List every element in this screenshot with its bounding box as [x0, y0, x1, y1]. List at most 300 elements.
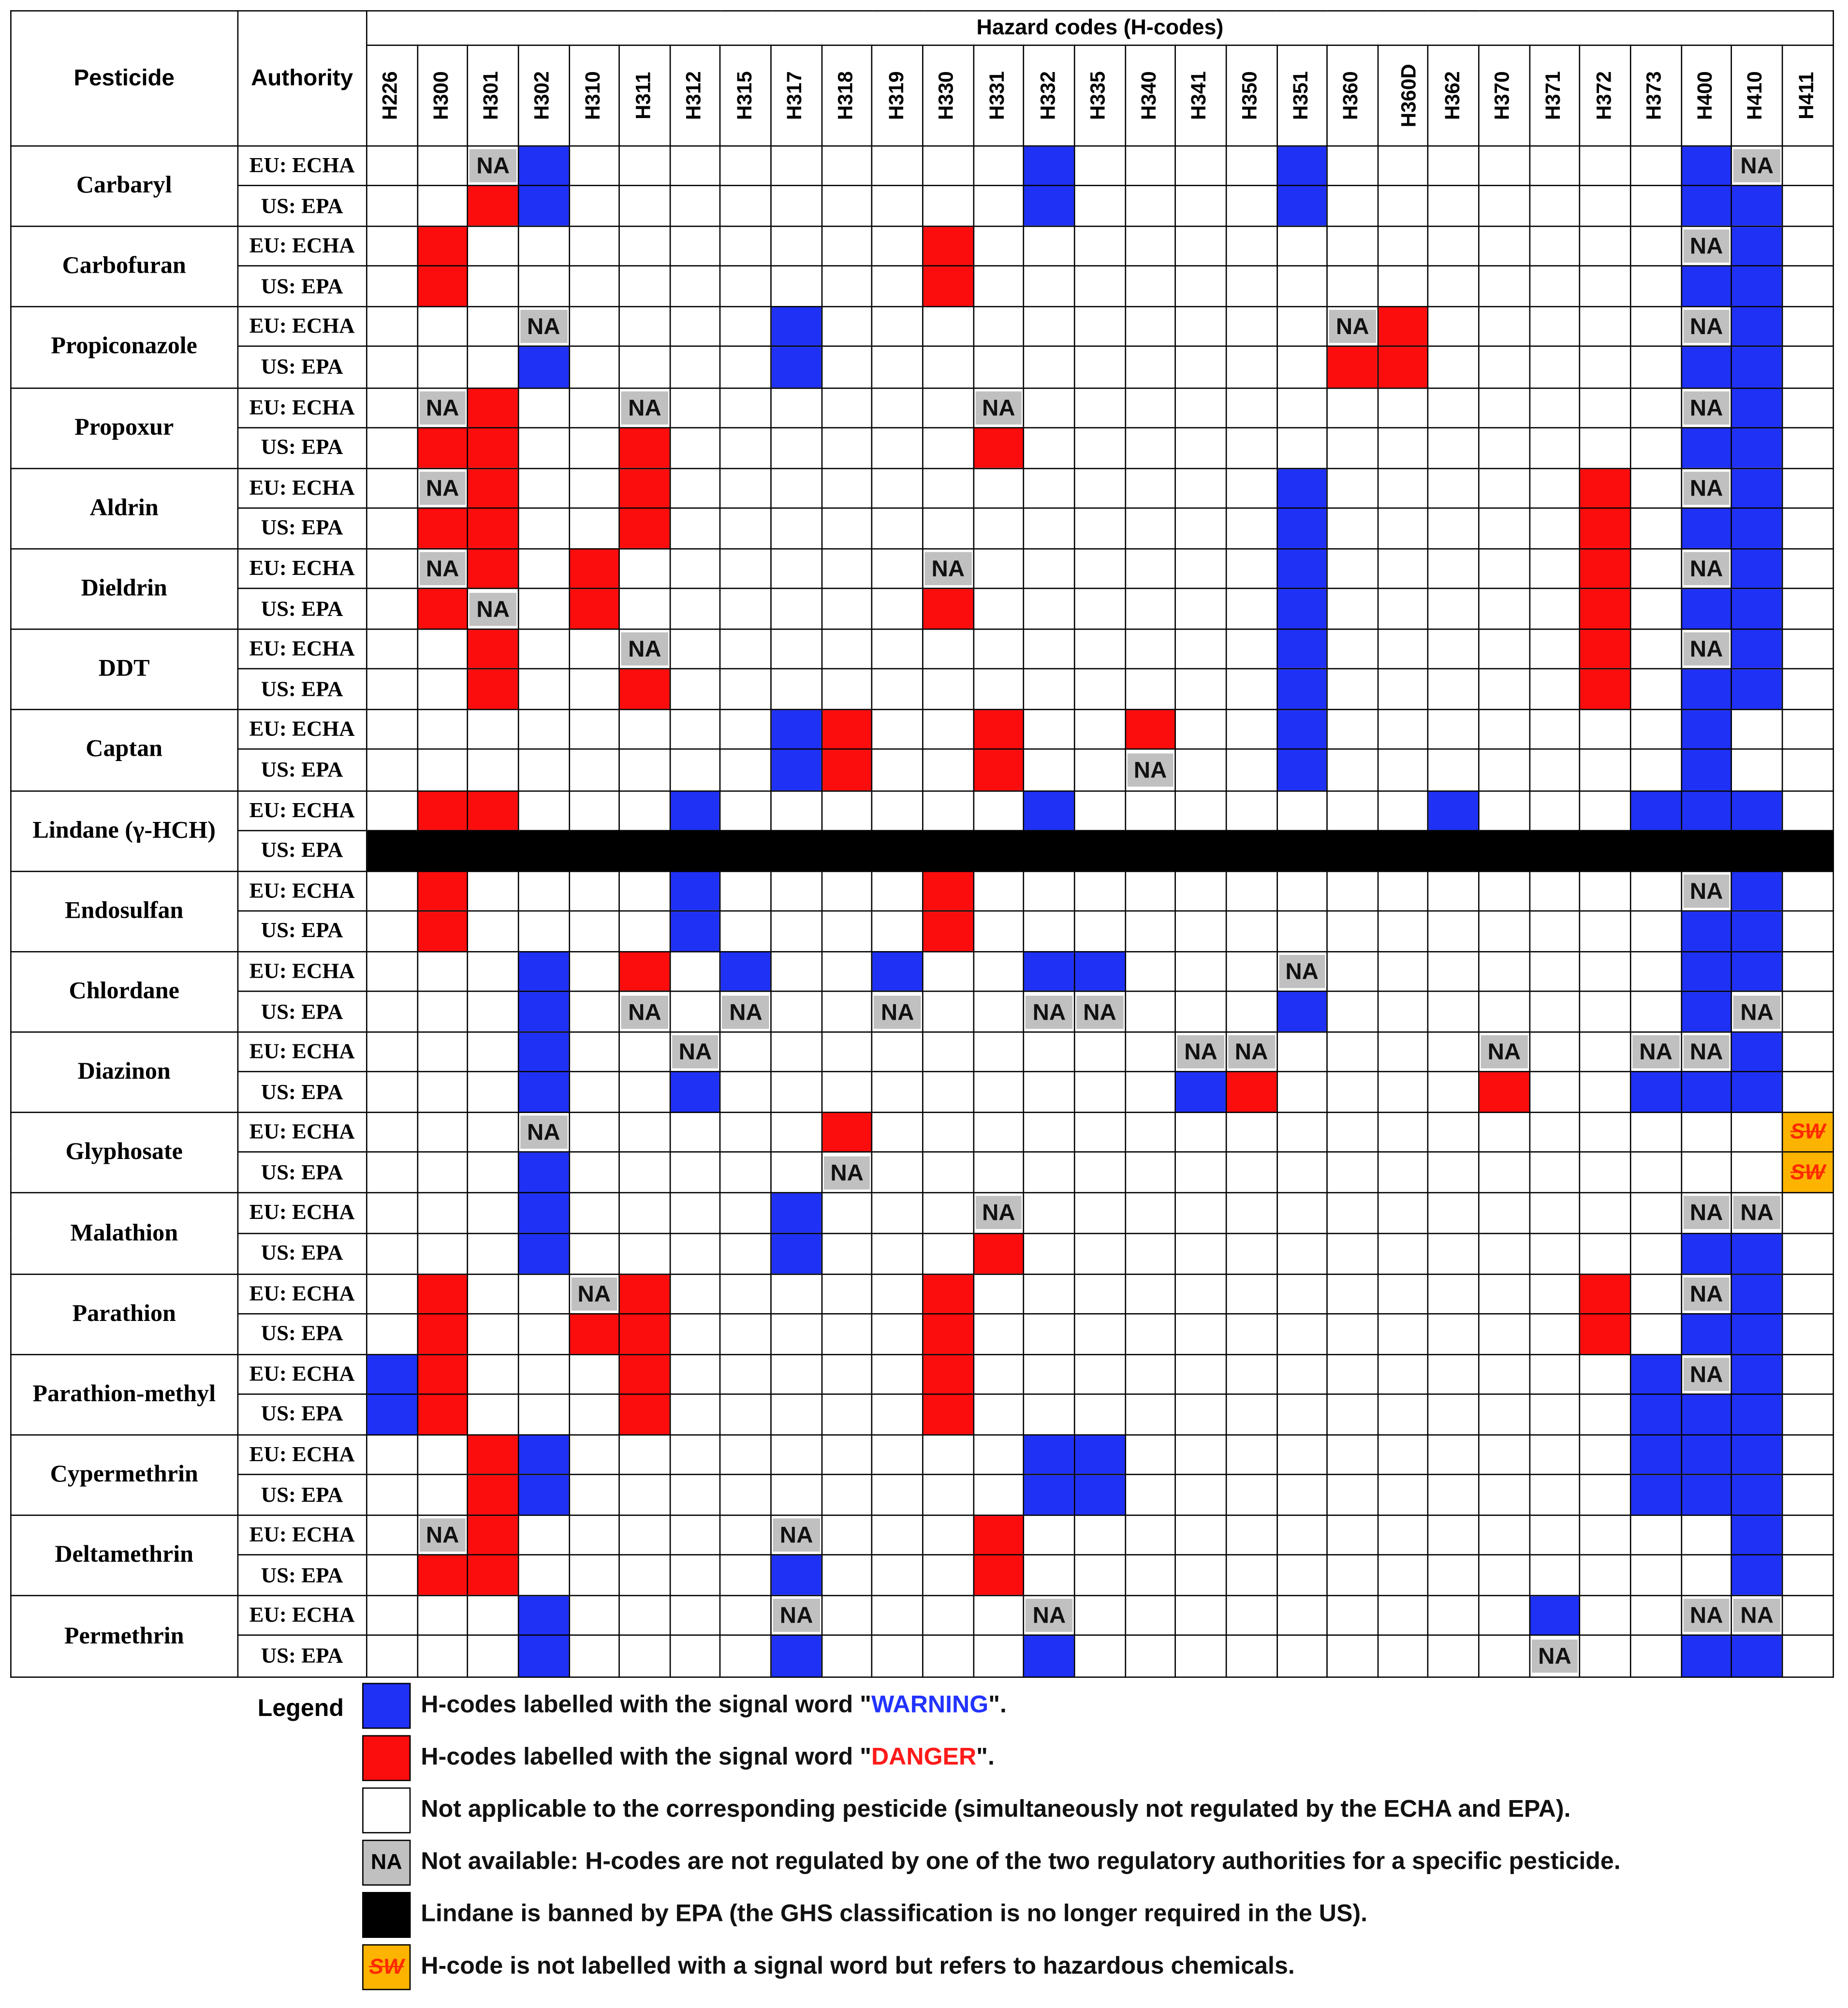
cell-empty	[1580, 388, 1631, 427]
cell-empty	[720, 307, 771, 347]
cell-empty	[1074, 1113, 1125, 1152]
cell-empty	[1175, 186, 1226, 227]
cell-empty	[821, 1394, 872, 1435]
cell-empty	[771, 468, 822, 508]
cell-empty	[569, 388, 620, 427]
cell-empty	[1479, 1435, 1530, 1475]
cell-empty	[1630, 749, 1681, 791]
cell-empty	[923, 669, 973, 710]
cell-empty	[1428, 1555, 1479, 1596]
cell-danger	[1580, 588, 1631, 630]
cell-empty	[1276, 1636, 1327, 1677]
cell-empty	[872, 710, 923, 749]
cell-danger	[923, 588, 973, 630]
cell-empty	[569, 1072, 620, 1113]
cell-empty	[1074, 508, 1125, 549]
na-label: NA	[1733, 1599, 1780, 1633]
cell-empty	[872, 1072, 923, 1113]
na-label: NA	[621, 995, 668, 1028]
cell-warning	[1681, 749, 1732, 791]
cell-empty	[1226, 307, 1277, 347]
cell-empty	[1175, 1596, 1226, 1636]
cell-empty	[1226, 1394, 1277, 1435]
authority-echa: EU: ECHA	[237, 871, 367, 910]
cell-empty	[670, 1152, 721, 1193]
cell-empty	[1630, 630, 1681, 669]
na-label: NA	[1228, 1035, 1275, 1069]
cell-empty	[1226, 1354, 1277, 1394]
cell-empty	[670, 146, 721, 186]
cell-empty	[468, 227, 518, 266]
cell-empty	[1782, 1032, 1833, 1072]
authority-epa: US: EPA	[237, 669, 367, 710]
hcode-header-h351: H351	[1276, 45, 1327, 146]
cell-empty	[1074, 1515, 1125, 1555]
cell-empty	[1428, 952, 1479, 991]
cell-empty	[1630, 227, 1681, 266]
cell-empty	[1479, 1314, 1530, 1355]
cell-empty	[1276, 910, 1327, 952]
cell-empty	[821, 146, 872, 186]
cell-empty	[1125, 468, 1176, 508]
cell-empty	[670, 227, 721, 266]
cell-na	[619, 991, 670, 1032]
cell-danger	[923, 266, 973, 308]
cell-danger	[417, 227, 468, 266]
legend-swatch-banned	[362, 1892, 411, 1938]
cell-empty	[821, 1233, 872, 1274]
authority-echa: EU: ECHA	[237, 710, 367, 749]
cell-empty	[720, 1354, 771, 1394]
cell-warning	[518, 1233, 569, 1274]
legend-swatch-na: NA	[362, 1840, 411, 1886]
cell-empty	[670, 427, 721, 469]
cell-empty	[1378, 1394, 1429, 1435]
cell-empty	[771, 1394, 822, 1435]
cell-empty	[1125, 910, 1176, 952]
cell-empty	[1428, 186, 1479, 227]
cell-warning	[1276, 630, 1327, 669]
cell-empty	[468, 347, 518, 388]
cell-empty	[1074, 1314, 1125, 1355]
cell-empty	[1428, 1636, 1479, 1677]
cell-empty	[1580, 186, 1631, 227]
cell-empty	[1782, 186, 1833, 227]
cell-empty	[1226, 347, 1277, 388]
cell-empty	[821, 1435, 872, 1475]
cell-empty	[569, 468, 620, 508]
cell-empty	[1630, 871, 1681, 910]
cell-empty	[518, 549, 569, 588]
cell-na	[518, 307, 569, 347]
cell-empty	[670, 588, 721, 630]
cell-empty	[872, 630, 923, 669]
cell-empty	[367, 749, 417, 791]
cell-empty	[468, 266, 518, 308]
cell-empty	[872, 427, 923, 469]
cell-danger	[417, 1354, 468, 1394]
authority-echa: EU: ECHA	[237, 1193, 367, 1233]
na-label: NA	[722, 995, 769, 1028]
na-label: NA	[672, 1035, 719, 1069]
cell-empty	[1024, 347, 1075, 388]
cell-empty	[1580, 347, 1631, 388]
hcode-header-h311: H311	[619, 45, 670, 146]
cell-empty	[872, 307, 923, 347]
cell-empty	[872, 1475, 923, 1516]
cell-empty	[367, 1032, 417, 1072]
na-label: NA	[571, 1277, 618, 1310]
cell-empty	[569, 630, 620, 669]
cell-warning	[1681, 1475, 1732, 1516]
cell-empty	[821, 871, 872, 910]
cell-empty	[1226, 1475, 1277, 1516]
cell-warning	[367, 1394, 417, 1435]
cell-empty	[1175, 669, 1226, 710]
authority-echa: EU: ECHA	[237, 227, 367, 266]
authority-echa: EU: ECHA	[237, 468, 367, 508]
cell-empty	[973, 1394, 1024, 1435]
cell-empty	[1529, 1274, 1580, 1314]
hazard-table	[10, 10, 1834, 1678]
cell-empty	[1378, 588, 1429, 630]
cell-empty	[1125, 991, 1176, 1032]
cell-empty	[720, 427, 771, 469]
cell-empty	[821, 1555, 872, 1596]
cell-warning	[518, 1072, 569, 1113]
cell-empty	[518, 588, 569, 630]
cell-empty	[1327, 1152, 1378, 1193]
cell-empty	[1074, 630, 1125, 669]
cell-danger	[973, 1515, 1024, 1555]
cell-empty	[569, 1193, 620, 1233]
cell-empty	[821, 952, 872, 991]
cell-warning	[1731, 630, 1782, 669]
na-label: NA	[1733, 1197, 1780, 1230]
cell-empty	[1327, 871, 1378, 910]
cell-empty	[1782, 1354, 1833, 1394]
cell-empty	[973, 791, 1024, 830]
na-label: NA	[1683, 1197, 1730, 1230]
cell-na	[1681, 307, 1732, 347]
cell-empty	[1175, 1233, 1226, 1274]
cell-danger	[619, 669, 670, 710]
cell-empty	[1327, 1394, 1378, 1435]
cell-empty	[1580, 1354, 1631, 1394]
cell-empty	[1428, 146, 1479, 186]
cell-empty	[1125, 347, 1176, 388]
na-label: NA	[1329, 310, 1376, 344]
cell-empty	[1276, 266, 1327, 308]
cell-empty	[670, 1193, 721, 1233]
na-label: NA	[1683, 1599, 1730, 1633]
cell-empty	[569, 669, 620, 710]
cell-empty	[821, 588, 872, 630]
cell-empty	[1226, 910, 1277, 952]
cell-empty	[1630, 1274, 1681, 1314]
cell-empty	[367, 1515, 417, 1555]
cell-na	[1681, 468, 1732, 508]
cell-empty	[771, 588, 822, 630]
cell-empty	[1125, 1193, 1176, 1233]
cell-empty	[1175, 749, 1226, 791]
cell-danger	[569, 1314, 620, 1355]
cell-warning	[1681, 508, 1732, 549]
cell-warning	[1731, 871, 1782, 910]
hcode-header-h310: H310	[569, 45, 620, 146]
cell-empty	[468, 1072, 518, 1113]
cell-empty	[1226, 952, 1277, 991]
cell-empty	[1175, 1394, 1226, 1435]
cell-empty	[367, 1072, 417, 1113]
cell-empty	[1428, 1475, 1479, 1516]
cell-empty	[1580, 1193, 1631, 1233]
cell-empty	[973, 910, 1024, 952]
cell-empty	[1378, 991, 1429, 1032]
cell-empty	[1529, 347, 1580, 388]
cell-empty	[1428, 1596, 1479, 1636]
cell-empty	[417, 347, 468, 388]
cell-warning	[1731, 1636, 1782, 1677]
cell-warning	[1731, 347, 1782, 388]
cell-empty	[1529, 549, 1580, 588]
cell-empty	[1327, 1113, 1378, 1152]
cell-empty	[821, 427, 872, 469]
cell-empty	[1327, 749, 1378, 791]
cell-danger	[569, 588, 620, 630]
cell-empty	[1175, 549, 1226, 588]
cell-danger	[417, 1555, 468, 1596]
cell-warning	[1681, 1636, 1732, 1677]
cell-empty	[468, 991, 518, 1032]
authority-echa: EU: ECHA	[237, 1354, 367, 1394]
cell-warning	[518, 186, 569, 227]
cell-warning	[1276, 186, 1327, 227]
cell-empty	[1125, 1314, 1176, 1355]
cell-empty	[1074, 266, 1125, 308]
cell-empty	[367, 910, 417, 952]
cell-empty	[417, 749, 468, 791]
cell-empty	[367, 791, 417, 830]
cell-empty	[1782, 1233, 1833, 1274]
cell-empty	[720, 1475, 771, 1516]
authority-epa: US: EPA	[237, 1636, 367, 1677]
cell-empty	[1428, 427, 1479, 469]
table-row	[11, 1435, 1833, 1475]
authority-epa: US: EPA	[237, 347, 367, 388]
cell-empty	[1125, 146, 1176, 186]
cell-empty	[720, 1072, 771, 1113]
cell-empty	[1024, 871, 1075, 910]
cell-empty	[973, 588, 1024, 630]
cell-empty	[1327, 1274, 1378, 1314]
cell-empty	[619, 1233, 670, 1274]
cell-empty	[872, 1636, 923, 1677]
table-row	[11, 1193, 1833, 1233]
cell-empty	[1731, 1113, 1782, 1152]
cell-empty	[973, 1596, 1024, 1636]
cell-empty	[619, 749, 670, 791]
cell-empty	[518, 791, 569, 830]
cell-danger	[417, 1394, 468, 1435]
pesticide-name: Parathion-methyl	[11, 1354, 237, 1435]
cell-empty	[1428, 388, 1479, 427]
cell-empty	[1529, 749, 1580, 791]
cell-empty	[1529, 952, 1580, 991]
cell-empty	[821, 669, 872, 710]
cell-empty	[821, 1314, 872, 1355]
cell-empty	[367, 669, 417, 710]
authority-echa: EU: ECHA	[237, 1032, 367, 1072]
table-row	[11, 347, 1833, 388]
cell-empty	[720, 549, 771, 588]
cell-empty	[1226, 1113, 1277, 1152]
cell-empty	[367, 307, 417, 347]
cell-empty	[1226, 146, 1277, 186]
cell-warning	[1024, 1636, 1075, 1677]
cell-warning	[1731, 1515, 1782, 1555]
cell-empty	[1479, 468, 1530, 508]
cell-empty	[1378, 549, 1429, 588]
cell-warning	[771, 749, 822, 791]
cell-empty	[720, 749, 771, 791]
cell-empty	[1327, 910, 1378, 952]
cell-empty	[1327, 1515, 1378, 1555]
table-row	[11, 669, 1833, 710]
cell-empty	[1782, 1314, 1833, 1355]
legend-swatch-sw: SW	[362, 1944, 411, 1990]
cell-empty	[1327, 1032, 1378, 1072]
table-row	[11, 266, 1833, 308]
cell-empty	[1428, 1435, 1479, 1475]
cell-na	[1681, 871, 1732, 910]
cell-empty	[1782, 347, 1833, 388]
cell-empty	[518, 630, 569, 669]
cell-empty	[1630, 468, 1681, 508]
cell-empty	[1378, 186, 1429, 227]
na-label: NA	[520, 1116, 567, 1149]
epa-banned-bar	[367, 830, 1833, 871]
cell-empty	[1630, 952, 1681, 991]
cell-warning	[771, 1193, 822, 1233]
na-label: NA	[1683, 1277, 1730, 1310]
cell-empty	[872, 910, 923, 952]
cell-empty	[518, 388, 569, 427]
cell-empty	[1378, 630, 1429, 669]
cell-empty	[872, 749, 923, 791]
cell-empty	[518, 910, 569, 952]
cell-empty	[569, 1394, 620, 1435]
cell-empty	[923, 1475, 973, 1516]
cell-empty	[1529, 669, 1580, 710]
table-row	[11, 1032, 1833, 1072]
cell-empty	[1529, 1072, 1580, 1113]
cell-empty	[1175, 307, 1226, 347]
cell-empty	[1630, 710, 1681, 749]
cell-na	[1681, 1596, 1732, 1636]
cell-empty	[1226, 549, 1277, 588]
cell-empty	[720, 1636, 771, 1677]
cell-empty	[1378, 427, 1429, 469]
cell-empty	[1024, 630, 1075, 669]
cell-empty	[821, 347, 872, 388]
table-row	[11, 146, 1833, 186]
cell-empty	[1024, 388, 1075, 427]
authority-echa: EU: ECHA	[237, 630, 367, 669]
cell-empty	[1226, 1515, 1277, 1555]
cell-warning	[1276, 549, 1327, 588]
cell-empty	[1024, 1072, 1075, 1113]
cell-empty	[1378, 1596, 1429, 1636]
cell-danger	[468, 427, 518, 469]
cell-warning	[1731, 1314, 1782, 1355]
cell-empty	[1327, 1193, 1378, 1233]
cell-na	[1681, 227, 1732, 266]
cell-empty	[1529, 630, 1580, 669]
na-label: NA	[1683, 471, 1730, 505]
cell-empty	[1125, 1032, 1176, 1072]
cell-empty	[1731, 710, 1782, 749]
cell-empty	[1378, 710, 1429, 749]
cell-warning	[1731, 468, 1782, 508]
cell-empty	[1479, 1193, 1530, 1233]
cell-empty	[821, 991, 872, 1032]
cell-empty	[1125, 186, 1176, 227]
cell-danger	[468, 388, 518, 427]
authority-epa: US: EPA	[237, 1072, 367, 1113]
cell-empty	[1226, 871, 1277, 910]
cell-warning	[872, 952, 923, 991]
cell-empty	[1782, 1636, 1833, 1677]
cell-empty	[1428, 1072, 1479, 1113]
cell-warning	[670, 1072, 721, 1113]
cell-empty	[619, 791, 670, 830]
cell-empty	[1630, 1596, 1681, 1636]
cell-empty	[367, 266, 417, 308]
cell-empty	[1428, 749, 1479, 791]
cell-empty	[1529, 146, 1580, 186]
cell-empty	[1630, 549, 1681, 588]
cell-empty	[771, 871, 822, 910]
cell-empty	[1327, 1233, 1378, 1274]
cell-empty	[1529, 1435, 1580, 1475]
cell-empty	[872, 266, 923, 308]
cell-danger	[973, 1233, 1024, 1274]
cell-empty	[1378, 1072, 1429, 1113]
hcode-header-h362: H362	[1428, 45, 1479, 146]
na-label: NA	[469, 149, 516, 183]
cell-empty	[821, 266, 872, 308]
hcode-header-h372: H372	[1580, 45, 1631, 146]
cell-empty	[872, 1193, 923, 1233]
hcode-header-h341: H341	[1175, 45, 1226, 146]
legend-text-not-applicable: Not applicable to the corresponding pesticide (simultaneously not regulated by the ECHA and EPA).	[421, 1796, 1571, 1823]
pesticide-name: Propoxur	[11, 388, 237, 469]
table-row	[11, 630, 1833, 669]
cell-empty	[1529, 186, 1580, 227]
hcode-header-h331: H331	[973, 45, 1024, 146]
cell-empty	[821, 910, 872, 952]
cell-empty	[1681, 1152, 1732, 1193]
cell-empty	[569, 1515, 620, 1555]
cell-empty	[771, 669, 822, 710]
cell-empty	[417, 1435, 468, 1475]
cell-empty	[1175, 146, 1226, 186]
cell-empty	[1125, 1394, 1176, 1435]
cell-empty	[1630, 186, 1681, 227]
cell-empty	[720, 388, 771, 427]
cell-danger	[923, 1394, 973, 1435]
